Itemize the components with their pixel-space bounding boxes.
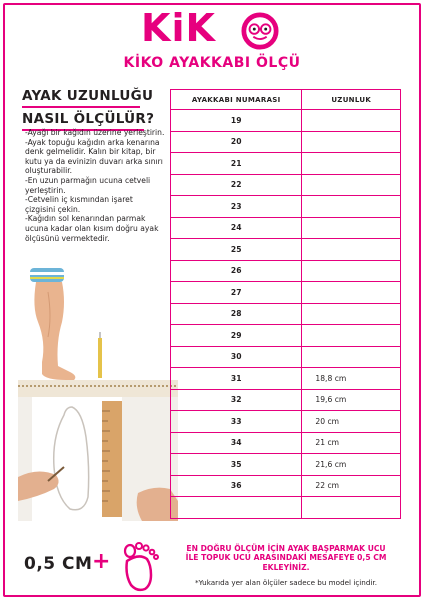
shoe-size-cell: 33	[171, 411, 302, 433]
note-line: İLE TOPUK UCU ARASINDAKİ MESAFEYE 0,5 CM	[185, 553, 387, 563]
instructions-list	[25, 128, 165, 243]
table-row	[171, 110, 401, 132]
length-cell	[302, 217, 401, 239]
table-row	[171, 411, 401, 433]
shoe-size-cell: 35	[171, 454, 302, 476]
shoe-size-cell: 19	[171, 110, 302, 132]
brand-header	[0, 6, 424, 71]
header-shoe-size: AYAKKABI NUMARASI	[171, 90, 302, 110]
table-row	[171, 389, 401, 411]
brand-subtitle: KİKO AYAKKABI ÖLÇÜ	[123, 55, 301, 71]
shoe-size-cell: 27	[171, 282, 302, 304]
length-cell: 21,6 cm	[302, 454, 401, 476]
shoe-size-cell: 24	[171, 217, 302, 239]
instruction-step: -Ayak topuğu kağıdın arka kenarına denk gelmelidir. Kalın bir kitap, bir kutu ya da evinizin duvarı arka sınırı oluşturabilir.	[25, 137, 163, 176]
length-cell	[302, 303, 401, 325]
shoe-size-cell: 21	[171, 153, 302, 175]
shoe-size-cell: 31	[171, 368, 302, 390]
table-row	[171, 131, 401, 153]
note-line: EKLEYİNİZ.	[262, 562, 310, 572]
length-cell	[302, 196, 401, 218]
table-row	[171, 282, 401, 304]
foot-photo	[18, 262, 178, 400]
table-header-row	[171, 90, 401, 110]
table-row	[171, 174, 401, 196]
note-line: EN DOĞRU ÖLÇÜM İÇİN AYAK BAŞPARMAK UCU	[186, 544, 386, 553]
table-row	[171, 196, 401, 218]
length-cell	[302, 346, 401, 368]
instruction-step: -Ayağı bir kağıdın üzerine yerleştirin.	[25, 128, 165, 137]
footprint-icon	[117, 539, 163, 593]
plus-icon: +	[92, 549, 111, 574]
table-row	[171, 346, 401, 368]
shoe-size-cell: 29	[171, 325, 302, 347]
disclaimer: *Yukarıda yer alan ölçüler sadece bu model içindir.	[195, 578, 377, 587]
table-row	[171, 260, 401, 282]
table-row	[171, 325, 401, 347]
shoe-size-cell: 30	[171, 346, 302, 368]
shoe-size-cell: 22	[171, 174, 302, 196]
table-row	[171, 153, 401, 175]
table-row	[171, 303, 401, 325]
shoe-size-cell: 20	[171, 131, 302, 153]
glasses-face-icon	[241, 12, 279, 50]
instruction-step: -Cetvelin iç kısmından işaret çizgisini çekin.	[25, 195, 133, 214]
length-cell: 19,6 cm	[302, 389, 401, 411]
length-cell	[302, 110, 401, 132]
table-row	[171, 217, 401, 239]
kiko-logo	[141, 6, 283, 50]
table-row	[171, 239, 401, 261]
table-row	[171, 368, 401, 390]
howto-title	[22, 88, 162, 131]
length-cell	[302, 260, 401, 282]
table-row	[171, 497, 401, 519]
logo-text: KiK	[141, 6, 216, 50]
length-cell	[302, 174, 401, 196]
instruction-step: -Kağıdın sol kenarından parmak ucuna kadar olan kısım doğru ayak ölçüsünü vermektedir.	[25, 214, 159, 243]
measuring-photo	[18, 397, 178, 521]
measurement-note	[168, 544, 404, 572]
length-cell	[302, 325, 401, 347]
table-row	[171, 454, 401, 476]
howto-title-line1: AYAK UZUNLUĞU	[22, 88, 154, 104]
header-length: UZUNLUK	[302, 90, 401, 110]
length-cell: 21 cm	[302, 432, 401, 454]
table-row	[171, 475, 401, 497]
shoe-size-cell: 36	[171, 475, 302, 497]
length-cell	[302, 497, 401, 519]
length-cell	[302, 239, 401, 261]
howto-title-line2: NASIL ÖLÇÜLÜR?	[22, 111, 155, 127]
length-cell	[302, 153, 401, 175]
length-cell: 18,8 cm	[302, 368, 401, 390]
length-cell	[302, 282, 401, 304]
shoe-size-cell: 26	[171, 260, 302, 282]
shoe-size-cell: 25	[171, 239, 302, 261]
size-table	[170, 89, 401, 519]
instruction-step: -En uzun parmağın ucuna cetveli yerleştirin.	[25, 175, 151, 195]
shoe-size-cell: 23	[171, 196, 302, 218]
length-cell	[302, 131, 401, 153]
table-row	[171, 432, 401, 454]
shoe-size-cell: 34	[171, 432, 302, 454]
size-chart-table	[170, 89, 401, 519]
shoe-size-cell: 28	[171, 303, 302, 325]
length-cell: 20 cm	[302, 411, 401, 433]
title-underline	[22, 106, 140, 108]
shoe-size-cell: 32	[171, 389, 302, 411]
offset-label: 0,5 CM	[24, 554, 93, 574]
shoe-size-cell	[171, 497, 302, 519]
length-cell: 22 cm	[302, 475, 401, 497]
